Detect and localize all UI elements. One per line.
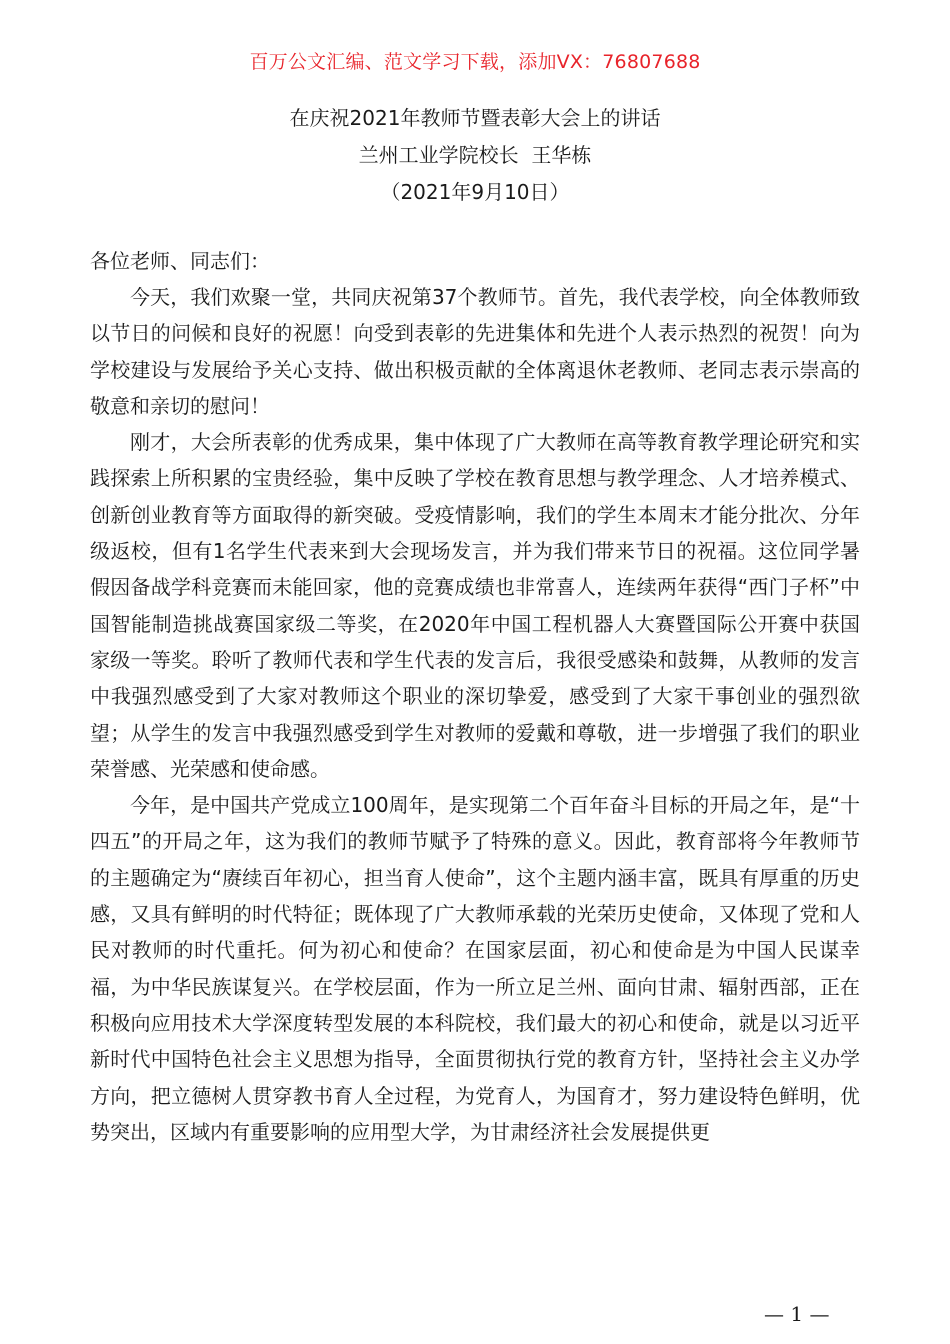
paragraph-2: 刚才，大会所表彰的优秀成果，集中体现了广大教师在高等教育教学理论研究和实践探索上所积累的宝贵经验，集中反映了学校在教育思想与教学理念、人才培养模式、创新创业教育等方面取得的新突破。受疫情影响，我们的学生本周末才能分批次、分年级返校，但有1名学生代表来到大会现场发言，并为我们带来节日的祝福。这位同学暑假因备战学科竞赛而未能回家，他的竞赛成绩也非常喜人，连续两年获得“西门子杯”中国智能制造挑战赛国家级二等奖，在2020年中国工程机器人大赛暨国际公开赛中获国家级一等奖。聆听了教师代表和学生代表的发言后，我很受感染和鼓舞，从教师的发言中我强烈感受到了大家对教师这个职业的深切挚爱，感受到了大家干事创业的强烈欲望；从学生的发言中我强烈感受到学生对教师的爱戴和尊敬，进一步增强了我们的职业荣誉感、光荣感和使命感。 xyxy=(90,430,860,781)
watermark-banner: 百万公文汇编、范文学习下载，添加VX：76807688 xyxy=(249,51,701,73)
document-author: 兰州工业学院校长 王华栋 xyxy=(358,143,592,167)
document-date: （2021年9月10日） xyxy=(380,180,570,204)
document-title: 在庆祝2021年教师节暨表彰大会上的讲话 xyxy=(289,106,661,130)
document-body xyxy=(90,243,860,1150)
document-header xyxy=(0,100,950,211)
salutation: 各位老师、同志们： xyxy=(90,249,270,273)
paragraph-3: 今年，是中国共产党成立100周年，是实现第二个百年奋斗目标的开局之年，是“十四五”的开局之年，这为我们的教师节赋予了特殊的意义。因此，教育部将今年教师节的主题确定为“赓续百年初心，担当育人使命”，这个主题内涵丰富，既具有厚重的历史感，又具有鲜明的时代特征；既体现了广大教师承载的光荣历史使命，又体现了党和人民对教师的时代重托。何为初心和使命？在国家层面，初心和使命是为中国人民谋幸福，为中华民族谋复兴。在学校层面，作为一所立足兰州、面向甘肃、辐射西部，正在积极向应用技术大学深度转型发展的本科院校，我们最大的初心和使命，就是以习近平新时代中国特色社会主义思想为指导，全面贯彻执行党的教育方针，坚持社会主义办学方向，把立德树人贯穿教书育人全过程，为党育人，为国育才，努力建设特色鲜明，优势突出，区域内有重要影响的应用型大学，为甘肃经济社会发展提供更 xyxy=(90,793,860,1144)
page-number: — 1 — xyxy=(764,1302,830,1326)
paragraph-1: 今天，我们欢聚一堂，共同庆祝第37个教师节。首先，我代表学校，向全体教师致以节日的问候和良好的祝愿！向受到表彰的先进集体和先进个人表示热烈的祝贺！向为学校建设与发展给予关心支持、做出积极贡献的全体离退休老教师、老同志表示崇高的敬意和亲切的慰问！ xyxy=(90,285,860,418)
